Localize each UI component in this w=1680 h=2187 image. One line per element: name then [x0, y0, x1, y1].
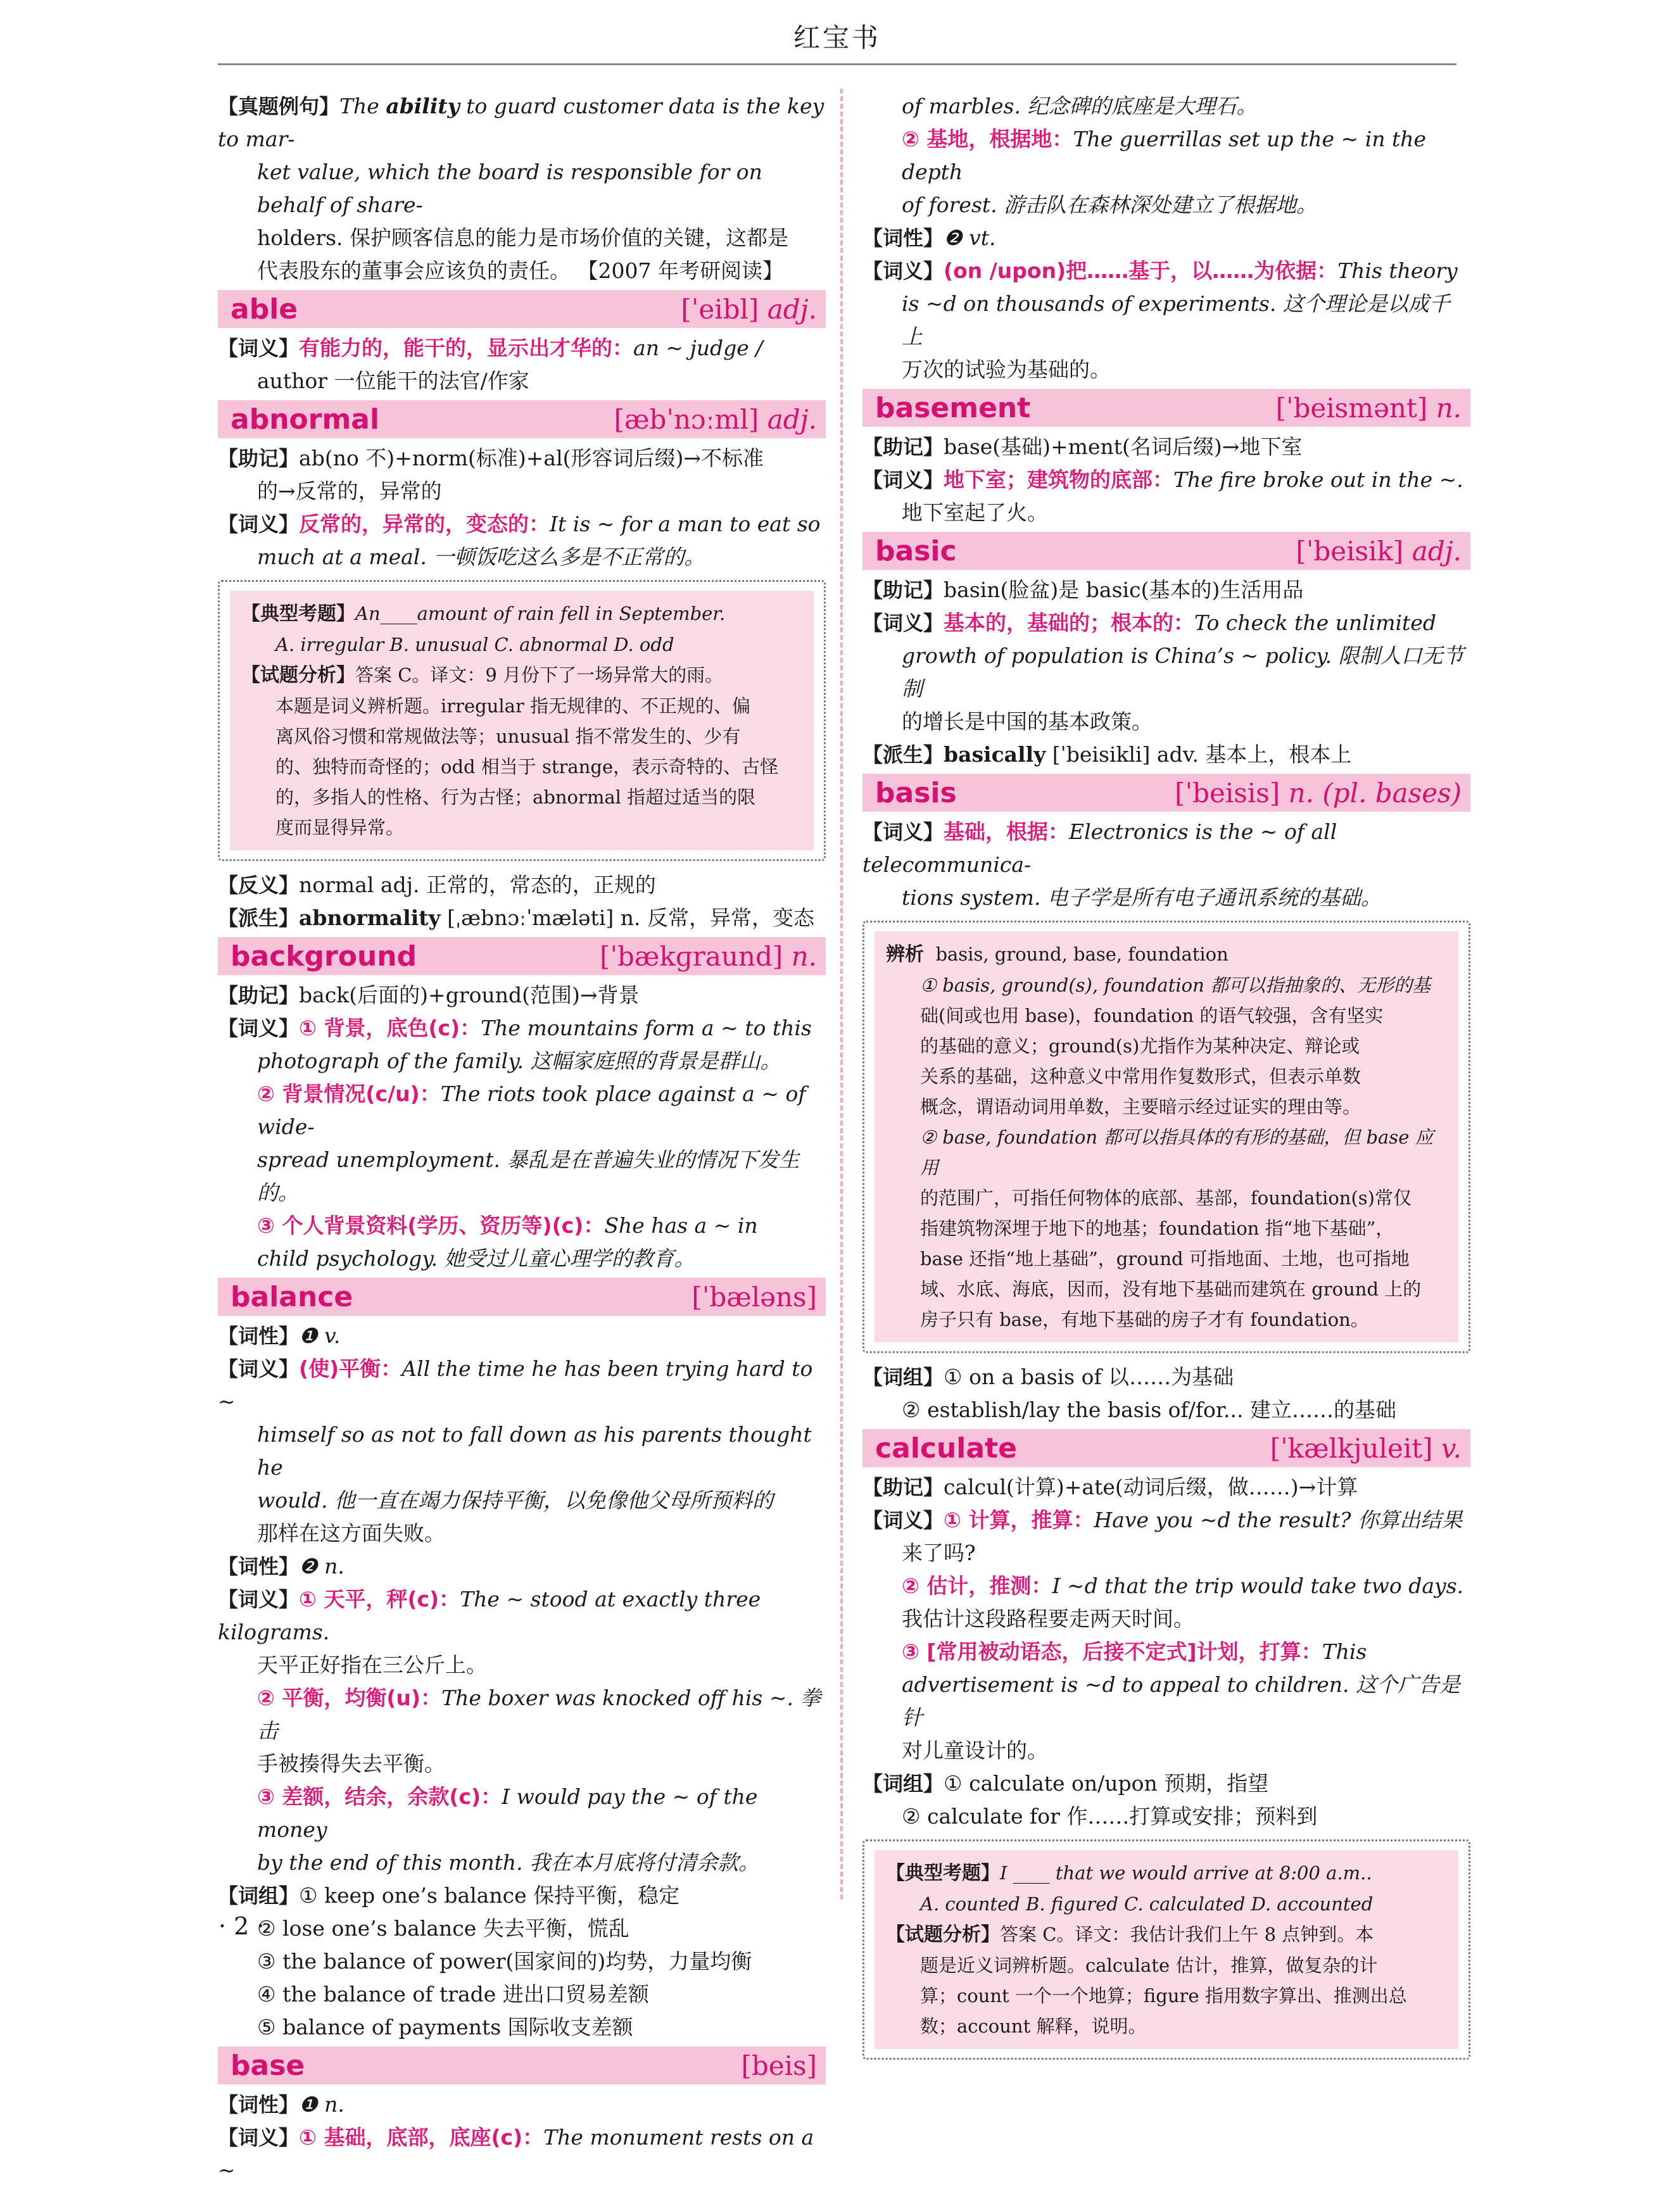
part-of-speech: n. (pl. bases) — [1288, 777, 1462, 809]
headword: basic — [875, 534, 957, 567]
exam-example: 【真题例句】The ability to guard customer data is the key to mar- ket value, which the board is responsible for on behalf of share- holders. 保护顾客信息的能力是市场价值的关键，这都是 代表股东的董事会应该负的责任。 【2007 年考研阅读】 — [218, 94, 824, 283]
pronunciation: [ˈbeisik] — [1296, 535, 1404, 567]
headword: abnormal — [231, 403, 380, 436]
headword: basement — [875, 391, 1031, 424]
header-title: 红宝书 — [793, 22, 881, 53]
pronunciation: [beis] — [741, 2050, 817, 2081]
part-of-speech: n. — [791, 940, 817, 972]
pronunciation: [ˈbækɡraund] — [600, 940, 783, 972]
pronunciation: [ˈkælkjuleit] — [1270, 1432, 1433, 1464]
pronunciation: [ˈeibl] — [681, 293, 759, 325]
page-number: · 2 · — [218, 1912, 265, 1940]
pronunciation: [ˈbeismənt] — [1275, 392, 1428, 424]
entry-calculate-headword — [862, 1429, 1470, 1467]
sense: 有能力的，能干的，显示出才华的： — [299, 336, 634, 360]
part-of-speech: adj. — [1412, 535, 1462, 567]
exam-question-box: 【典型考题】An____amount of rain fell in September. A. irregular B. unusual C. abnormal D. odd 【试题分析】答案 C。译文：9 月份下了一场异常大的雨。 本题是词义辨析题。irregular 指无规律的、不正规的、偏 离风俗习惯和常规做法等；unusual 指不常发生的、少有 的、独特而奇怪的；odd 相当于 strange，表示奇特的、古怪 的，多指人的性格、行为古怪；abnormal 指超过适当的限 度而显得异常。 — [218, 580, 826, 861]
part-of-speech: v. — [1441, 1432, 1462, 1464]
entry-basement-headword — [862, 389, 1470, 427]
headword: base — [231, 2049, 305, 2082]
entry-base-headword — [218, 2046, 826, 2084]
entry-basis-headword — [862, 774, 1470, 812]
headword: basis — [875, 776, 957, 809]
pronunciation: [æbˈnɔːml] — [614, 403, 759, 435]
entry-basic-headword — [862, 532, 1470, 570]
headword: balance — [231, 1280, 353, 1313]
pronunciation: [ˈbæləns] — [692, 1281, 817, 1313]
left-column: 【真题例句】The ability to guard customer data is the key to mar- ket value, which the board is responsible for on behalf of share- holders. 保护顾客信息的能力是市场价值的关键，这都是 代表股东的董事会应该负的责任。 【2007 年考研阅读】 able [ˈeibl] adj. 【词义】有能力的，能干的，显示出才华的：an ~ judge / author 一位能干的法官/作家 abnormal [æbˈnɔːml] adj. 【助记】ab(no 不)+norm(标准)+al(形容词后缀)→不标准 的→反常的，异常的 【词义】反常的，异常的，变态的：It is ~ for a man to eat so much at a meal. 一顿饭吃这么多是不正常的。 【典型考题】An____amount of rain fell in September. A. irregular B. unusual C. abnormal D. odd 【试题分析】答案 C。译文：9 月份下了一场异常大的雨。 本题是词义辨析题。irregular 指无规律的、不正规的、偏 离风俗习惯和常规做法等；unusual 指不常发生的、少有 的、独特而奇怪的；odd 相当于 strange，表示奇特的、古怪 的，多指人的性格、行为古怪；abnormal 指超过适当的限 度而显得异常。 【反义】normal adj. 正常的，常态的，正规的 【派生】abnormality [ˌæbnɔːˈmæləti] n. 反常，异常，变态 background [ˈbækɡraund] n. 【助记】back(后面的)+ground(范围)→背景 【词义】① 背景，底色(c)：The mountains form a ~ to this photograph of the family. 这幅家庭照的背景是群山。 ② 背景情况(c/u)：The riots took place against a ~ of wide- spread unemployment. 暴乱是在普遍失业的情况下发生的。 ③ 个人背景资料(学历、资历等)(c)：She has a ~ in child psychology. 她受过儿童心理学的教育。 balance [ˈbæləns] 【词性】❶ v. 【词义】(使)平衡：All the time he has been trying hard to ~ himself so as not to fall down as his parents thought he would. 他一直在竭力保持平衡，以免像他父母所预料的 那样在这方面失败。 【词性】❷ n. 【词义】① 天平，秤(c)：The ~ stood at exactly three kilograms. 天平正好指在三公斤上。 ② 平衡，均衡(u)：The boxer was knocked off his ~. 拳击 手被揍得失去平衡。 ③ 差额，结余，余款(c)：I would pay the ~ of the money by the end of this month. 我在本月底将付清余款。 【词组】① keep one’s balance 保持平衡，稳定 ② lose one’s balance 失去平衡，慌乱 ③ the balance of power(国家间的)均势，力量均衡 ④ the balance of trade 进出口贸易差额 ⑤ balance of payments 国际收支差额 base [beis] 【词性】❶ n. 【词义】① 基础，底部，底座(c)：The monument rests on a ~ — [218, 90, 826, 2187]
synonym-analysis-box: 辨析 basis, ground, base, foundation ① basis, ground(s), foundation 都可以指抽象的、无形的基 础(间或也用 base)，foundation 的语气较强，含有坚实 的基础的意义；ground(s)尤指作为某种决定、辩论或 关系的基础，这种意义中常用作复数形式，但表示单数 概念，谓语动词用单数，主要暗示经过证实的理由等。 ② base, foundation 都可以指具体的有形的基础，但 base 应用 的范围广，可指任何物体的底部、基部，foundation(s)常仅 指建筑物深埋于地下的地基；foundation 指“地下基础”， base 还指“地上基础”，ground 可指地面、土地，也可指地 域、水底、海底，因而，没有地下基础而建筑在 ground 上的 房子只有 base，有地下基础的房子才有 foundation。 — [862, 921, 1470, 1353]
entry-able-headword — [218, 290, 826, 328]
right-column: of marbles. 纪念碑的底座是大理石。 ② 基地，根据地：The guerrillas set up the ~ in the depth of forest. 游击队在森林深处建立了根据地。 【词性】❷ vt. 【词义】(on /upon)把……基于，以……为依据：This theory is ~d on thousands of experiments. 这个理论是以成千上 万次的试验为基础的。 basement [ˈbeismənt] n. 【助记】base(基础)+ment(名词后缀)→地下室 【词义】地下室；建筑物的底部：The fire broke out in the ~. 地下室起了火。 basic [ˈbeisik] adj. 【助记】basin(脸盆)是 basic(基本的)生活用品 【词义】基本的，基础的；根本的：To check the unlimited growth of population is China’s ~ policy. 限制人口无节制 的增长是中国的基本政策。 【派生】basically [ˈbeisikli] adv. 基本上，根本上 basis [ˈbeisis] n. (pl. bases) 【词义】基础，根据：Electronics is the ~ of all telecommunica- tions system. 电子学是所有电子通讯系统的基础。 辨析 basis, ground, base, foundation ① basis, ground(s), foundation 都可以指抽象的、无形的基 础(间或也用 base)，foundation 的语气较强，含有坚实 的基础的意义；ground(s)尤指作为某种决定、辩论或 关系的基础，这种意义中常用作复数形式，但表示单数 概念，谓语动词用单数，主要暗示经过证实的理由等。 ② base, foundation 都可以指具体的有形的基础，但 base 应用 的范围广，可指任何物体的底部、基部，foundation(s)常仅 指建筑物深埋于地下的地基；foundation 指“地下基础”， base 还指“地上基础”，ground 可指地面、土地，也可指地 域、水底、海底，因而，没有地下基础而建筑在 ground 上的 房子只有 base，有地下基础的房子才有 foundation。 【词组】① on a basis of 以……为基础 ② establish/lay the basis of/for... 建立……的基础 calculate [ˈkælkjuleit] v. 【助记】calcul(计算)+ate(动词后缀，做……)→计算 【词义】① 计算，推算：Have you ~d the result? 你算出结果 来了吗? ② 估计，推测：I ~d that the trip would take two days. 我估计这段路程要走两天时间。 ③ [常用被动语态，后接不定式]计划，打算：This advertisement is ~d to appeal to children. 这个广告是针 对儿童设计的。 【词组】① calculate on/upon 预期，指望 ② calculate for 作……打算或安排；预料到 【典型考题】I ____ that we would arrive at 8:00 a.m.. A. counted B. figured C. calculated D. accounted 【试题分析】答案 C。译文：我估计我们上午 8 点钟到。本 题是近义词辨析题。calculate 估计，推算，做复杂的计 算；count 一个一个地算；figure 指用数字算出、推测出总 数；account 解释，说明。 — [862, 90, 1470, 2067]
pronunciation: [ˈbeisis] — [1175, 777, 1280, 809]
headword: background — [231, 940, 417, 973]
analysis-title: 辨析 — [886, 943, 924, 966]
headword: able — [231, 293, 298, 325]
exam-question-box: 【典型考题】I ____ that we would arrive at 8:00 a.m.. A. counted B. figured C. calculated D. accounted 【试题分析】答案 C。译文：我估计我们上午 8 点钟到。本 题是近义词辨析题。calculate 估计，推算，做复杂的计 算；count 一个一个地算；figure 指用数字算出、推测出总 数；account 解释，说明。 — [862, 1839, 1470, 2060]
column-divider — [840, 89, 843, 1900]
part-of-speech: adj. — [767, 403, 817, 435]
part-of-speech: n. — [1436, 392, 1462, 424]
example-tag: 【真题例句】 — [218, 94, 340, 118]
headword: calculate — [875, 1432, 1017, 1465]
entry-background-headword — [218, 937, 826, 975]
page-header — [218, 18, 1456, 65]
entry-abnormal-headword — [218, 400, 826, 438]
part-of-speech: adj. — [767, 293, 817, 325]
entry-balance-headword — [218, 1278, 826, 1316]
